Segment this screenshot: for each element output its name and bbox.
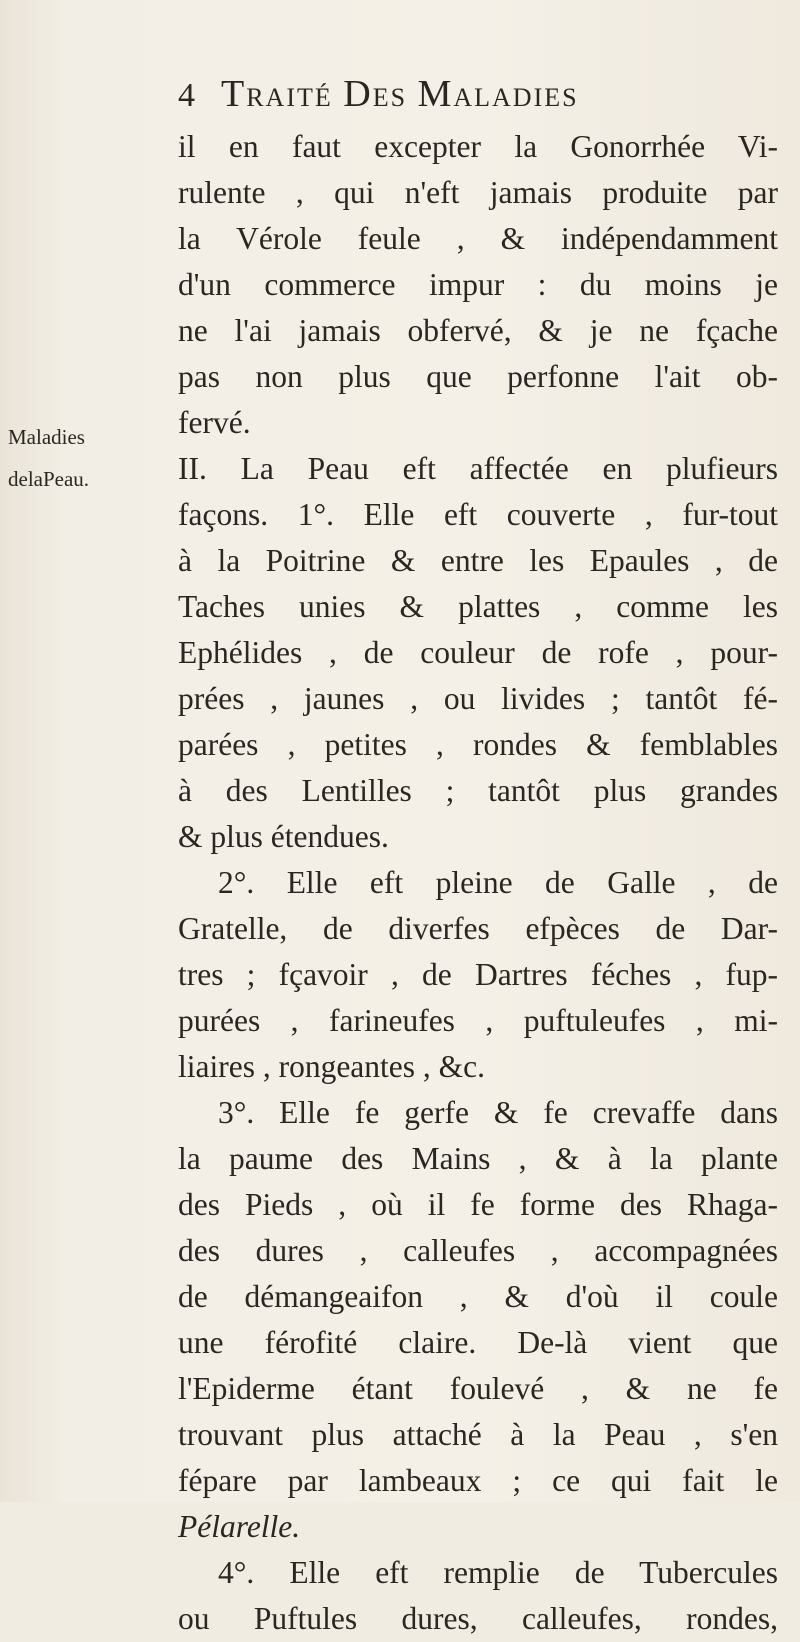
text-line: purées , farineufes , puftuleufes , mi-	[178, 1003, 778, 1038]
text-line: des dures , calleufes , accompagnées	[178, 1233, 778, 1268]
text-line: des Pieds , où il fe forme des Rhaga-	[178, 1187, 778, 1222]
text-line: l'Epiderme étant foulevé , & ne fe	[178, 1371, 778, 1406]
margin-note	[8, 416, 178, 500]
text-line: d'un commerce impur : du moins je	[178, 267, 778, 302]
text-line: & plus étendues.	[178, 819, 389, 854]
text-line: 2°. Elle eft pleine de Galle , de	[218, 865, 778, 900]
text-line: fépare par lambeaux ; ce qui fait le	[178, 1463, 778, 1498]
text-line: une férofité claire. De-là vient que	[178, 1325, 778, 1360]
text-line: II. La Peau eft affectée en plufieurs	[178, 451, 778, 486]
margin-note-line: Maladies	[8, 425, 85, 449]
text-line: Pélarelle.	[178, 1509, 301, 1544]
running-title-display: TRAITÉ DES MALADIES	[221, 73, 579, 115]
text-line: 3°. Elle fe gerfe & fe crevaffe dans	[218, 1095, 778, 1130]
text-line: Taches unies & plattes , comme les	[178, 589, 778, 624]
running-header	[178, 72, 579, 116]
text-line: rulente , qui n'eft jamais produite par	[178, 175, 778, 210]
text-line: la paume des Mains , & à la plante	[178, 1141, 778, 1176]
text-line: ne l'ai jamais obfervé, & je ne fçache	[178, 313, 778, 348]
text-line: prées , jaunes , ou livides ; tantôt fé-	[178, 681, 778, 716]
text-line: liaires , rongeantes , &c.	[178, 1049, 486, 1084]
text-line: Gratelle, de diverfes efpèces de Dar-	[178, 911, 778, 946]
text-line: parées , petites , rondes & femblables	[178, 727, 778, 762]
text-line: fervé.	[178, 405, 251, 440]
text-line: tres ; fçavoir , de Dartres féches , fup-	[178, 957, 778, 992]
text-line: pas non plus que perfonne l'ait ob-	[178, 359, 778, 394]
page-number: 4	[178, 77, 197, 114]
body-text	[178, 124, 778, 1642]
text-line: à des Lentilles ; tantôt plus grandes	[178, 773, 778, 808]
text-line: il en faut excepter la Gonorrhée Vi-	[178, 129, 778, 164]
text-line: 4°. Elle eft remplie de Tubercules	[218, 1555, 778, 1590]
text-line: à la Poitrine & entre les Epaules , de	[178, 543, 778, 578]
text-line: ou Puftules dures, calleufes, rondes,	[178, 1601, 778, 1636]
text-line: la Vérole feule , & indépendamment	[178, 221, 778, 256]
text-line: trouvant plus attaché à la Peau , s'en	[178, 1417, 778, 1452]
text-line: de démangeaifon , & d'où il coule	[178, 1279, 778, 1314]
text-line: façons. 1°. Elle eft couverte , fur-tout	[178, 497, 778, 532]
margin-note-line: delaPeau.	[8, 467, 90, 491]
text-line: Ephélides , de couleur de rofe , pour-	[178, 635, 778, 670]
